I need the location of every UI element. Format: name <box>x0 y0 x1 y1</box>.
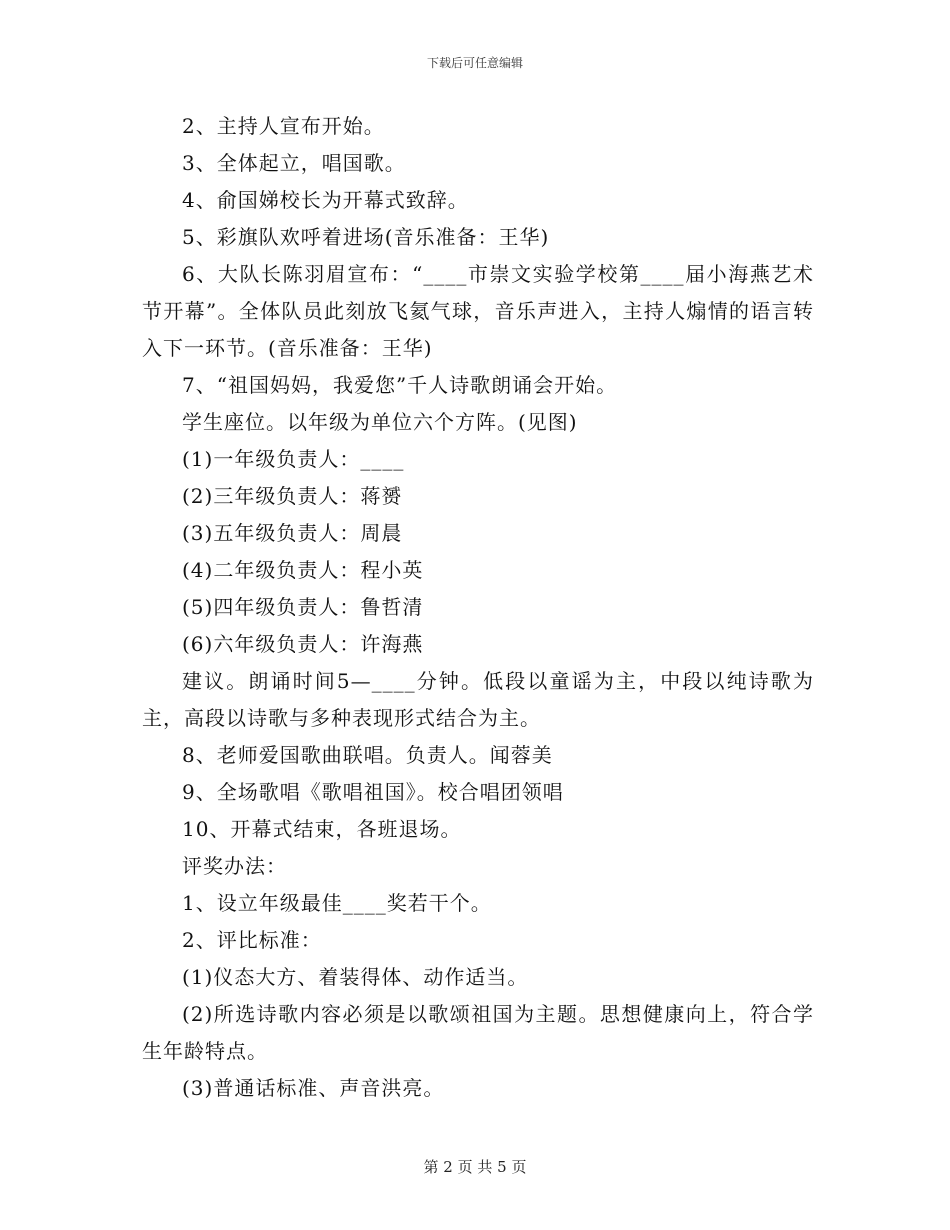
paragraph: 8、老师爱国歌曲联唱。负责人。闻蓉美 <box>182 743 553 767</box>
paragraph: 2、主持人宣布开始。 <box>182 114 385 138</box>
paragraph: (2)所选诗歌内容必须是以歌颂祖国为主题。思想健康向上，符合学生年龄特点。 <box>142 1002 814 1063</box>
paragraph: 建议。朗诵时间5—____分钟。低段以童谣为主，中段以纯诗歌为主，高段以诗歌与多种表现形式结合为主。 <box>142 669 814 730</box>
paragraph: 评奖办法： <box>182 854 287 878</box>
paragraph: (2)三年级负责人：蒋赟 <box>182 484 403 508</box>
paragraph: 9、全场歌唱《歌唱祖国》。校合唱团领唱 <box>182 780 564 804</box>
paragraph: 10、开幕式结束，各班退场。 <box>182 817 462 841</box>
document-body <box>142 108 814 1107</box>
paragraph: 2、评比标准： <box>182 928 322 952</box>
paragraph: 1、设立年级最佳____奖若干个。 <box>182 891 492 915</box>
page-header: 下载后可任意编辑 <box>426 56 523 70</box>
paragraph: (4)二年级负责人：程小英 <box>182 558 424 582</box>
paragraph: 4、俞国娣校长为开幕式致辞。 <box>182 188 469 212</box>
page-footer: 第 2 页 共 5 页 <box>423 1158 527 1176</box>
paragraph: 3、全体起立，唱国歌。 <box>182 151 406 175</box>
paragraph: (6)六年级负责人：许海燕 <box>182 632 424 656</box>
paragraph: (1)仪态大方、着装得体、动作适当。 <box>182 965 529 989</box>
paragraph: (3)五年级负责人：周晨 <box>182 521 403 545</box>
paragraph: (1)一年级负责人：____ <box>182 447 405 471</box>
paragraph: 学生座位。以年级为单位六个方阵。(见图) <box>182 410 578 434</box>
paragraph: (5)四年级负责人：鲁哲清 <box>182 595 424 619</box>
paragraph: (3)普通话标准、声音洪亮。 <box>182 1076 445 1100</box>
paragraph: 5、彩旗队欢呼着进场(音乐准备：王华) <box>182 225 550 249</box>
paragraph: 6、大队长陈羽眉宣布：“____市崇文实验学校第____届小海燕艺术节开幕”。全体队员此刻放飞氦气球，音乐声进入，主持人煽情的语言转入下一环节。(音乐准备：王华) <box>142 262 814 360</box>
paragraph: 7、“祖国妈妈，我爱您”千人诗歌朗诵会开始。 <box>182 373 618 397</box>
